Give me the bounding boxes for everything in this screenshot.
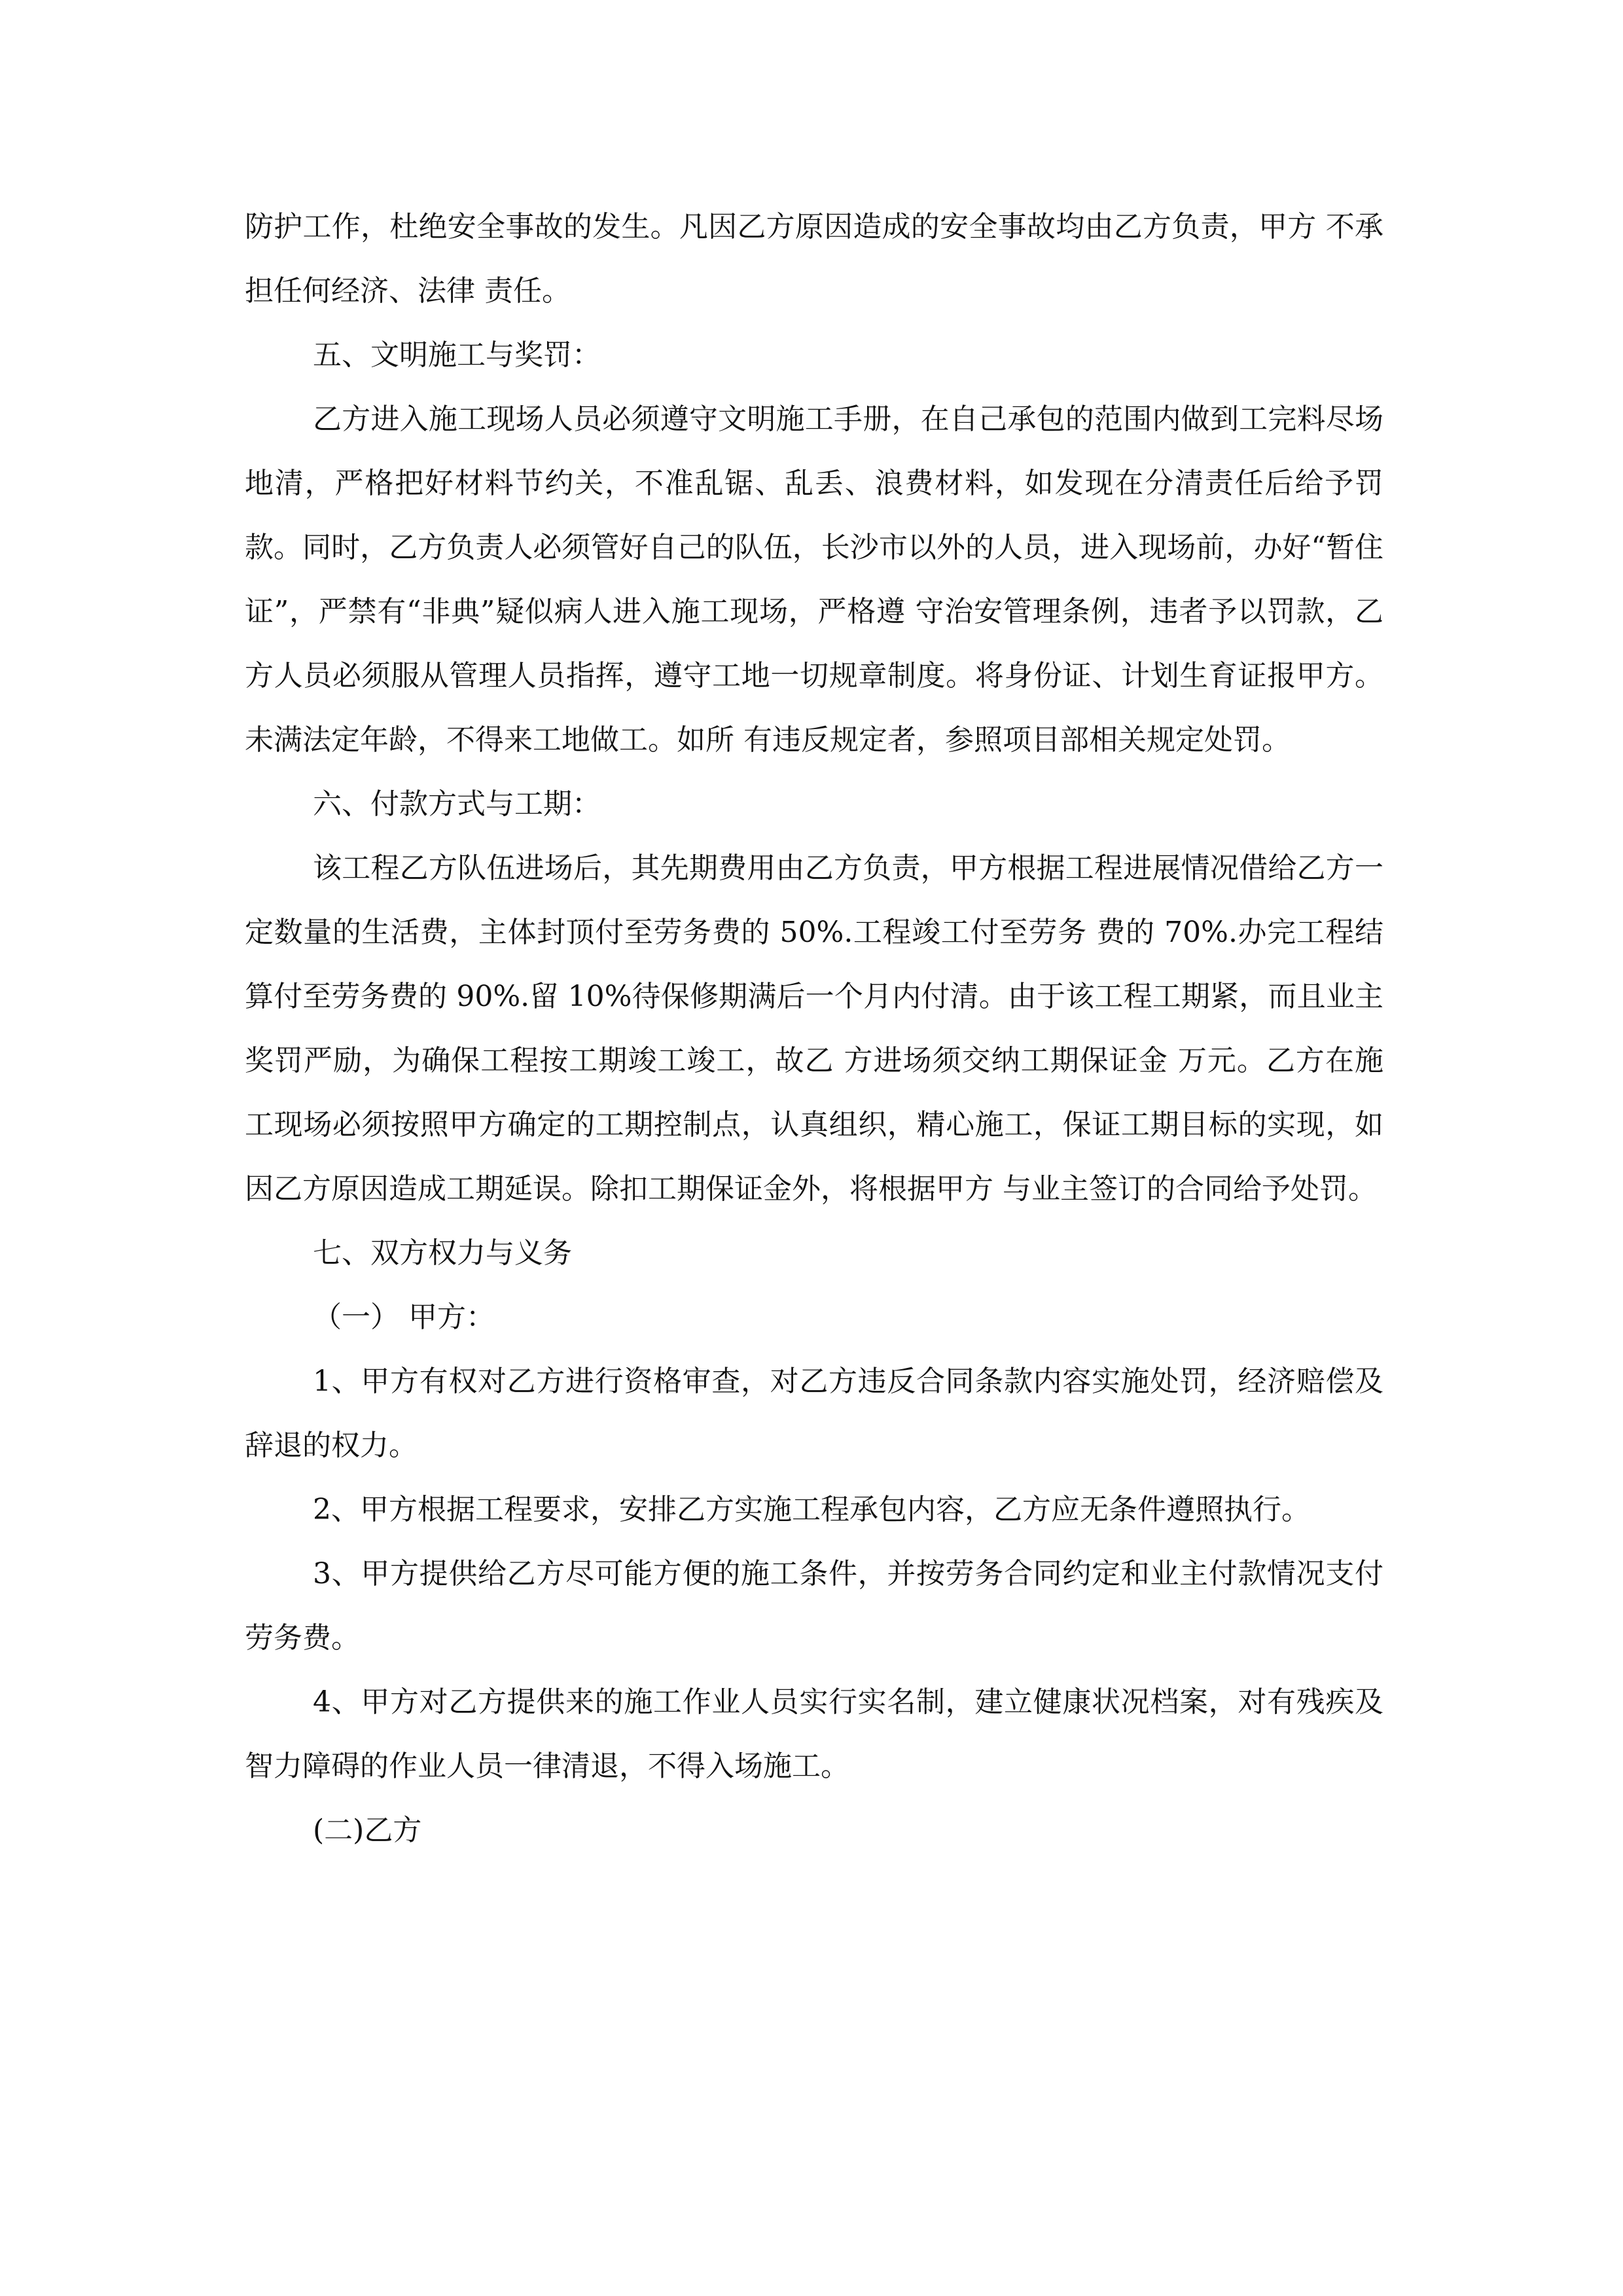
party-a-item-1: 1、甲方有权对乙方进行资格审查，对乙方违反合同条款内容实施处罚，经济赔偿及辞退的权力。	[245, 1365, 1383, 1462]
section6-body-paragraph: 该工程乙方队伍进场后，其先期费用由乙方负责，甲方根据工程进展情况借给乙方一定数量的生活费，主体封顶付至劳务费的 50%.工程竣工付至劳务 费的 70%.办完工程结算付至劳务费的 90%.留 10%待保修期满后一个月内付清。由于该工程工期紧，而且业主奖罚严励，为确保工程按工期竣工竣工，故乙 方进场须交纳工期保证金 万元。乙方在施工现场必须按照甲方确定的工期控制点，认真组织，精心施工，保证工期目标的实现，如因乙方原因造成工期延误。除扣工期保证金外，将根据甲方 与业主签订的合同给予处罚。	[245, 852, 1383, 1206]
party-a-item-3: 3、甲方提供给乙方尽可能方便的施工条件，并按劳务合同约定和业主付款情况支付劳务费。	[245, 1557, 1383, 1655]
party-a-heading: （一） 甲方：	[313, 1300, 495, 1334]
section4-tail-paragraph: 防护工作，杜绝安全事故的发生。凡因乙方原因造成的安全事故均由乙方负责，甲方 不承担任何经济、法律 责任。	[245, 210, 1383, 308]
section5-body-paragraph: 乙方进入施工现场人员必须遵守文明施工手册，在自己承包的范围内做到工完料尽场地清，严格把好材料节约关，不准乱锯、乱丢、浪费材料，如发现在分清责任后给予罚款。同时，乙方负责人必须管好自己的队伍，长沙市以外的人员，进入现场前，办好“暂住证”，严禁有“非典”疑似病人进入施工现场，严格遵 守治安管理条例，违者予以罚款，乙方人员必须服从管理人员指挥，遵守工地一切规章制度。将身份证、计划生育证报甲方。未满法定年龄，不得来工地做工。如所 有违反规定者，参照项目部相关规定处罚。	[245, 403, 1383, 757]
document-page	[245, 195, 1383, 1863]
party-b-heading: (二)乙方	[313, 1814, 422, 1847]
party-a-item-2: 2、甲方根据工程要求，安排乙方实施工程承包内容，乙方应无条件遵照执行。	[313, 1493, 1310, 1526]
section5-heading: 五、文明施工与奖罚：	[313, 338, 601, 372]
section7-heading: 七、双方权力与义务	[313, 1236, 572, 1270]
section6-heading: 六、付款方式与工期：	[313, 787, 601, 821]
party-a-item-4: 4、甲方对乙方提供来的施工作业人员实行实名制，建立健康状况档案，对有残疾及智力障碍的作业人员一律清退，不得入场施工。	[245, 1685, 1383, 1783]
